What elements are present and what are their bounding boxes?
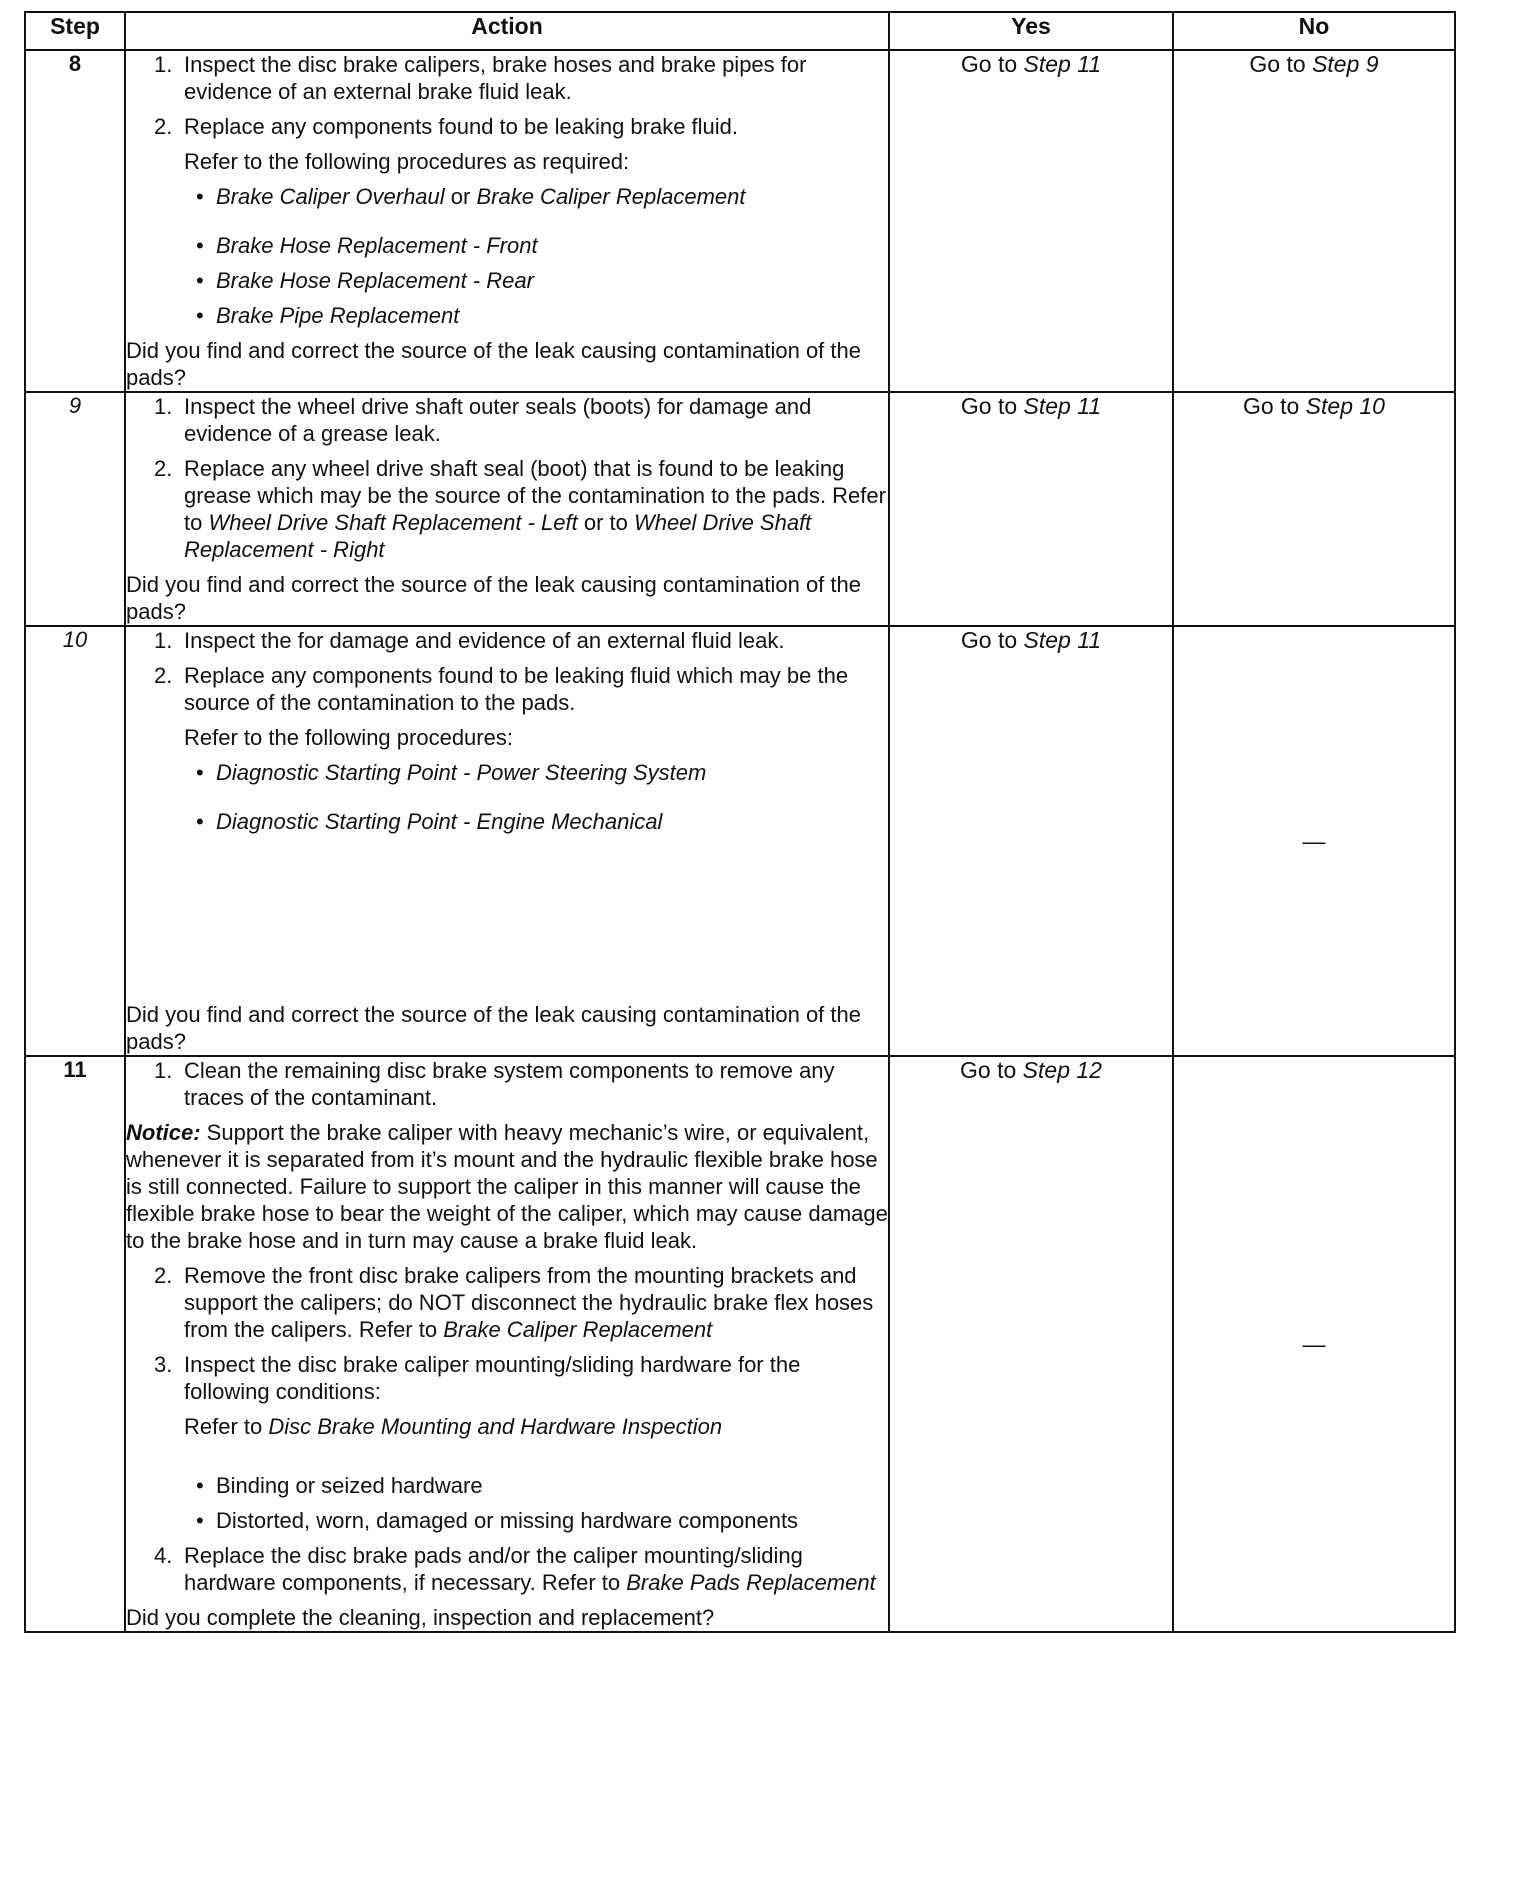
question-text: Did you find and correct the source of the leak causing contamination of the pads?	[126, 1002, 861, 1054]
action-cell	[125, 392, 889, 626]
instruction-2: 2. Replace any components found to be leaking brake fluid.	[154, 114, 739, 139]
refer-text: Refer to Disc Brake Mounting and Hardware Inspection	[184, 1414, 723, 1439]
header-yes: Yes	[889, 12, 1173, 50]
list-item[interactable]: • Diagnostic Starting Point - Engine Mechanical	[196, 809, 663, 834]
instruction-2: 2. Replace any components found to be leaking fluid which may be the source of the contamination to the pads.	[154, 663, 849, 715]
step-number: 9	[25, 392, 125, 626]
list-item[interactable]: • Diagnostic Starting Point - Power Steering System	[196, 760, 707, 785]
question-text: Did you find and correct the source of the leak causing contamination of the pads?	[126, 572, 861, 624]
instruction-1: 1. Inspect the wheel drive shaft outer seals (boots) for damage and evidence of a grease leak.	[154, 394, 812, 446]
step-11-row	[25, 1056, 1455, 1632]
yes-cell[interactable]: Go to Step 11	[889, 50, 1173, 392]
yes-cell[interactable]: Go to Step 12	[889, 1056, 1173, 1632]
notice-text: Notice: Support the brake caliper with heavy mechanic’s wire, or equivalent, whenever it is separated from it’s mount and the hydraulic flexible brake hose is still connected. Failure to support the caliper in this manner will cause the flexible brake hose to bear the weight of the caliper, which may cause damage to the brake hose and in turn may cause a brake fluid leak.	[126, 1120, 888, 1253]
no-cell[interactable]: Go to Step 10	[1173, 392, 1455, 626]
list-item[interactable]: • Brake Caliper Overhaul or Brake Caliper Replacement	[196, 184, 746, 209]
question-text: Did you complete the cleaning, inspection and replacement?	[126, 1605, 715, 1630]
header-row	[25, 12, 1455, 50]
action-cell	[125, 50, 889, 392]
refer-text: Refer to the following procedures:	[184, 725, 513, 750]
instruction-4: 4. Replace the disc brake pads and/or the caliper mounting/sliding hardware components, if necessary. Refer to Brake Pads Replacement	[154, 1543, 876, 1595]
header-no: No	[1173, 12, 1455, 50]
list-item[interactable]: • Brake Hose Replacement - Front	[196, 233, 538, 258]
instruction-2: 2. Remove the front disc brake calipers from the mounting brackets and support the calipers; do NOT disconnect the hydraulic brake flex hoses from the calipers. Refer to Brake Caliper Replacement	[154, 1263, 874, 1342]
header-action: Action	[125, 12, 889, 50]
no-cell: —	[1173, 1056, 1455, 1632]
no-cell: —	[1173, 626, 1455, 1056]
refer-text: Refer to the following procedures as required:	[184, 149, 630, 174]
list-item[interactable]: • Brake Hose Replacement - Rear	[196, 268, 534, 293]
instruction-1: 1. Clean the remaining disc brake system components to remove any traces of the contaminant.	[154, 1058, 835, 1110]
list-item: • Distorted, worn, damaged or missing hardware components	[196, 1508, 799, 1533]
step-number: 11	[25, 1056, 125, 1632]
procedure-list	[196, 759, 888, 835]
instruction-3: 3. Inspect the disc brake caliper mounting/sliding hardware for the following conditions:	[154, 1352, 801, 1404]
step-8-row	[25, 50, 1455, 392]
step-10-row	[25, 626, 1455, 1056]
step-number: 8	[25, 50, 125, 392]
step-9-row	[25, 392, 1455, 626]
procedure-list	[196, 183, 888, 329]
question-text: Did you find and correct the source of the leak causing contamination of the pads?	[126, 338, 861, 390]
no-cell[interactable]: Go to Step 9	[1173, 50, 1455, 392]
instruction-2: 2. Replace any wheel drive shaft seal (boot) that is found to be leaking grease which may be the source of the contamination to the pads. Refer to Wheel Drive Shaft Replacement - Left or to Wheel Drive Shaft Replacement - Right	[154, 456, 886, 562]
yes-cell[interactable]: Go to Step 11	[889, 392, 1173, 626]
action-cell	[125, 626, 889, 1056]
action-cell	[125, 1056, 889, 1632]
header-step: Step	[25, 12, 125, 50]
diagnostic-table	[24, 11, 1456, 1633]
condition-list	[196, 1472, 888, 1534]
step-number: 10	[25, 626, 125, 1056]
instruction-1: 1. Inspect the for damage and evidence of an external fluid leak.	[154, 628, 785, 653]
yes-cell[interactable]: Go to Step 11	[889, 626, 1173, 1056]
list-item[interactable]: • Brake Pipe Replacement	[196, 303, 460, 328]
list-item: • Binding or seized hardware	[196, 1473, 483, 1498]
instruction-1: 1. Inspect the disc brake calipers, brake hoses and brake pipes for evidence of an external brake fluid leak.	[154, 52, 807, 104]
